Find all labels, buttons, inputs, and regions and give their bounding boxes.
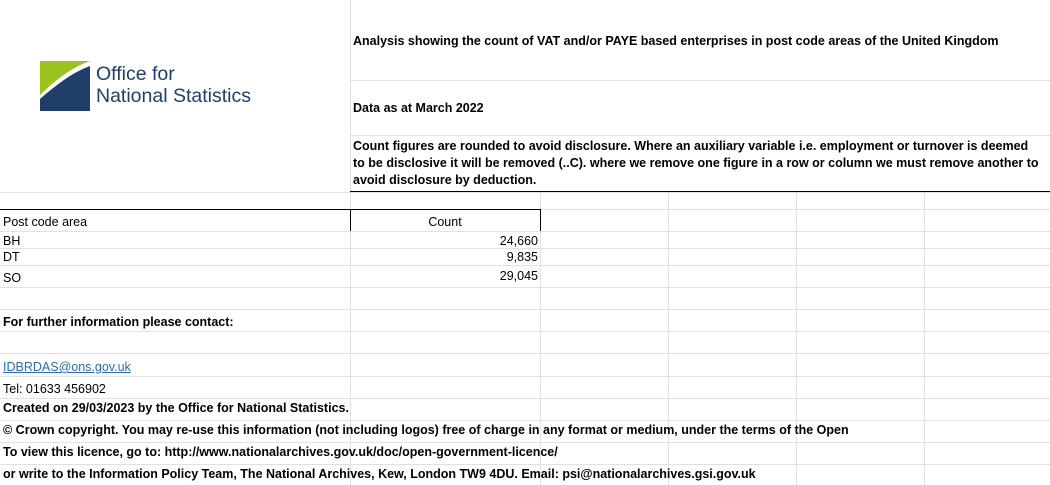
row-count: 24,660 xyxy=(499,234,538,248)
copyright-note: © Crown copyright. You may re-use this information (not including logos) free of charge in any format or medium, under the terms of the Open xyxy=(3,423,849,437)
email-link[interactable]: IDBRDAS@ons.gov.uk xyxy=(3,360,131,374)
row-area: SO xyxy=(3,271,22,285)
ons-logo-mark-icon xyxy=(40,61,90,111)
disclosure-note: Count figures are rounded to avoid disclosure. Where an auxiliary variable i.e. employment or turnover is deemed to be disclosive it will be removed (..C). where we remove one figure in a row or column we must remove another to avoid disclosure by deduction. xyxy=(353,139,1039,187)
sheet-title: Analysis showing the count of VAT and/or PAYE based enterprises in post code areas of the United Kingdom xyxy=(353,34,999,48)
ons-logo xyxy=(28,50,286,122)
contact-heading: For further information please contact: xyxy=(3,315,234,329)
logo-line2: National Statistics xyxy=(96,85,251,107)
row-area: DT xyxy=(3,250,20,264)
licence-note: To view this licence, go to: http://www.nationalarchives.gov.uk/doc/open-government-licence/ xyxy=(3,445,558,459)
row-count: 29,045 xyxy=(499,269,538,283)
row-count: 9,835 xyxy=(506,250,538,264)
header-post-code-area: Post code area xyxy=(3,215,88,229)
row-area: BH xyxy=(3,234,21,248)
logo-line1: Office for xyxy=(96,63,175,85)
policy-note: or write to the Information Policy Team, The National Archives, Kew, London TW9 4DU. Email: psi@nationalarchives.gsi.gov.uk xyxy=(3,467,756,481)
header-count: Count xyxy=(428,215,462,229)
created-note: Created on 29/03/2023 by the Office for National Statistics. xyxy=(3,401,349,415)
telephone: Tel: 01633 456902 xyxy=(3,382,106,396)
data-date: Data as at March 2022 xyxy=(353,101,484,115)
